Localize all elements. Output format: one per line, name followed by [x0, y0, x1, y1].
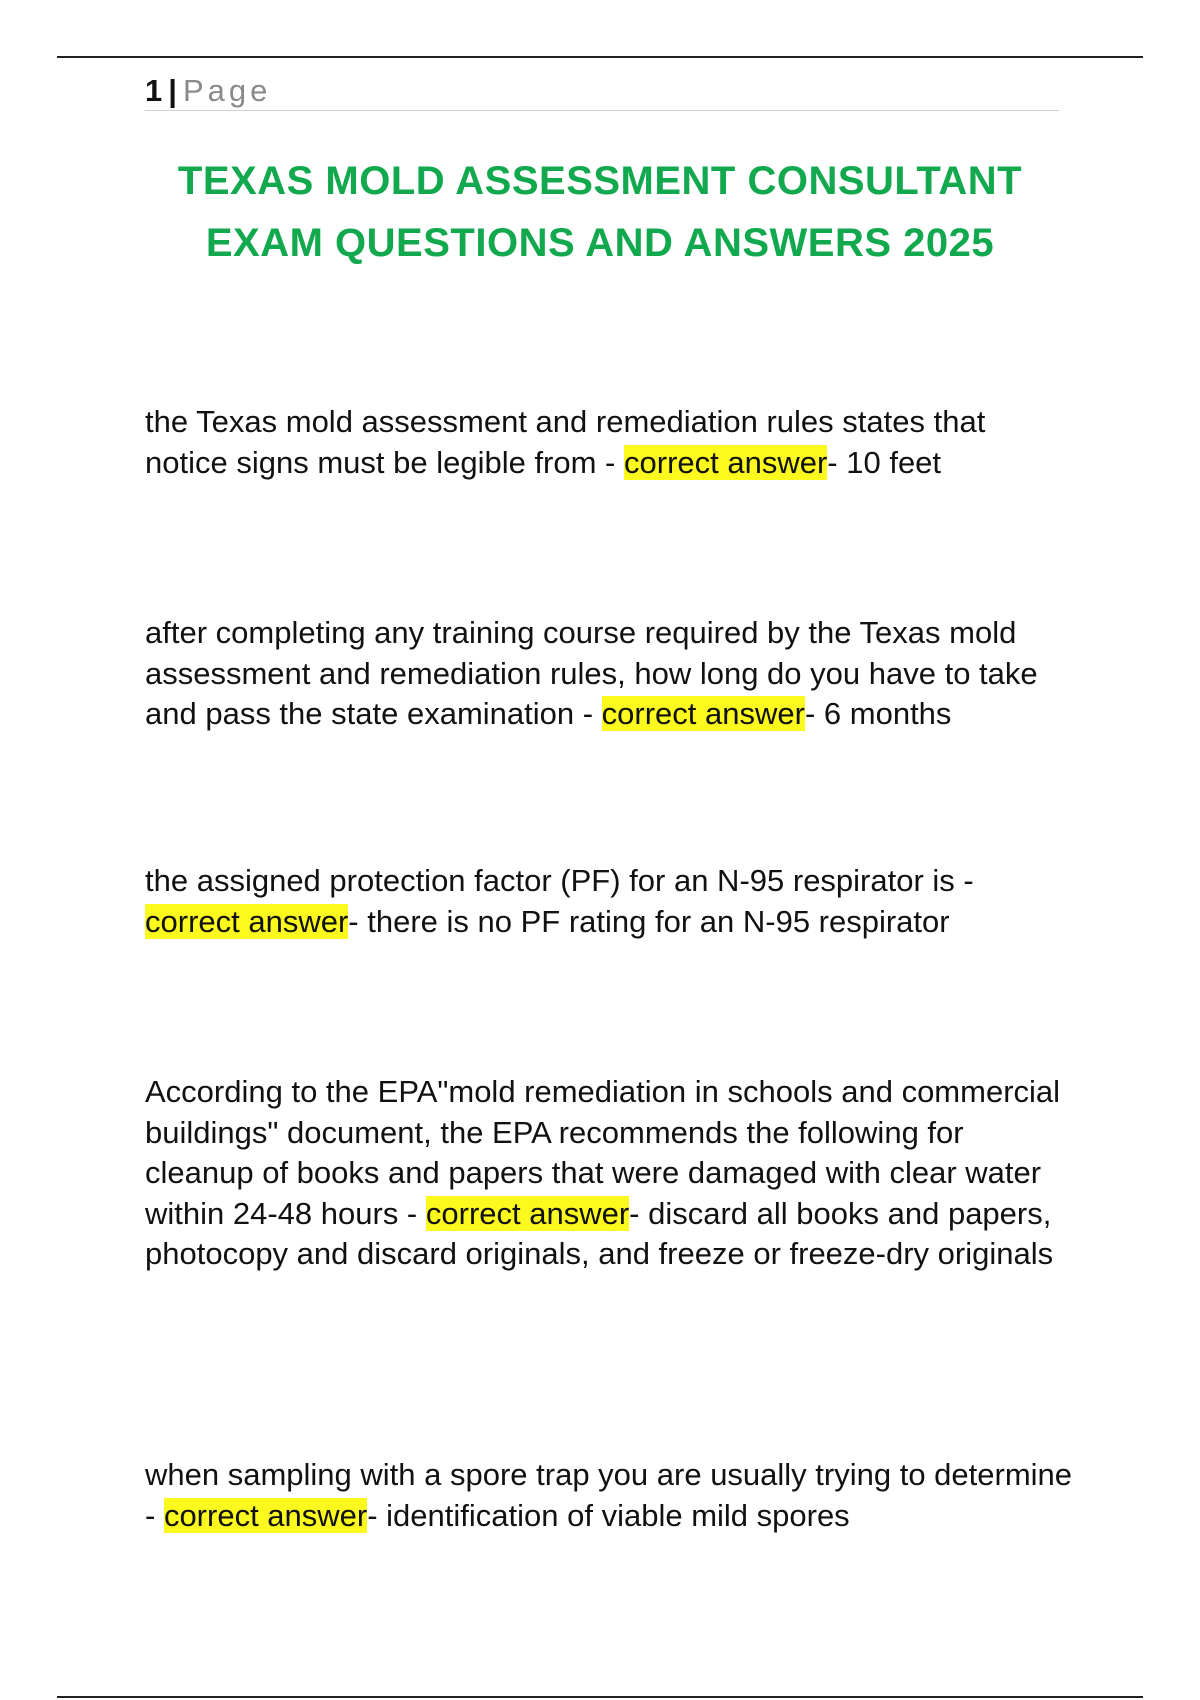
question-text: the assigned protection factor (PF) for an N-95 respirator is - [145, 863, 974, 898]
document-title: TEXAS MOLD ASSESSMENT CONSULTANT EXAM QUESTIONS AND ANSWERS 2025 [177, 159, 1023, 265]
page-label: Page [182, 73, 272, 108]
qa-item [145, 1455, 1075, 1536]
answer-text: - 6 months [804, 696, 952, 731]
question-text: after completing any training course required by the Texas mold assessment and remediation rules, how long do you have to take and pass the state examination - [145, 615, 1038, 731]
answer-text: - there is no PF rating for an N-95 respirator [348, 903, 950, 939]
bottom-rule [57, 1696, 1143, 1698]
page-separator: | [168, 73, 177, 108]
answer-text: - 10 feet [827, 444, 942, 480]
page-header [145, 72, 1059, 111]
answer-marker: correct answer [601, 696, 805, 731]
question-text: According to the EPA"mold remediation in schools and commercial buildings" document, the EPA recommends the following for cleanup of books and papers that were damaged with clear water within 24-48 hours - [145, 1074, 1061, 1231]
answer-marker: correct answer [425, 1195, 630, 1231]
answer-marker: correct answer [624, 444, 828, 480]
qa-item [145, 613, 1075, 735]
question-text: the Texas mold assessment and remediation rules states that notice signs must be legible from - [145, 404, 986, 480]
answer-marker: correct answer [163, 1497, 368, 1533]
qa-item [145, 1072, 1075, 1275]
answer-text: - discard all books and papers, photocopy and discard originals, and freeze or freeze-dry originals [145, 1195, 1054, 1271]
page-number: 1 [145, 73, 163, 108]
question-text: when sampling with a spore trap you are usually trying to determine - [145, 1457, 1073, 1533]
answer-marker: correct answer [145, 903, 349, 939]
qa-item [145, 861, 1075, 942]
top-rule [57, 56, 1143, 58]
answer-text: - identification of viable mild spores [367, 1497, 850, 1533]
qa-item [145, 402, 1075, 483]
